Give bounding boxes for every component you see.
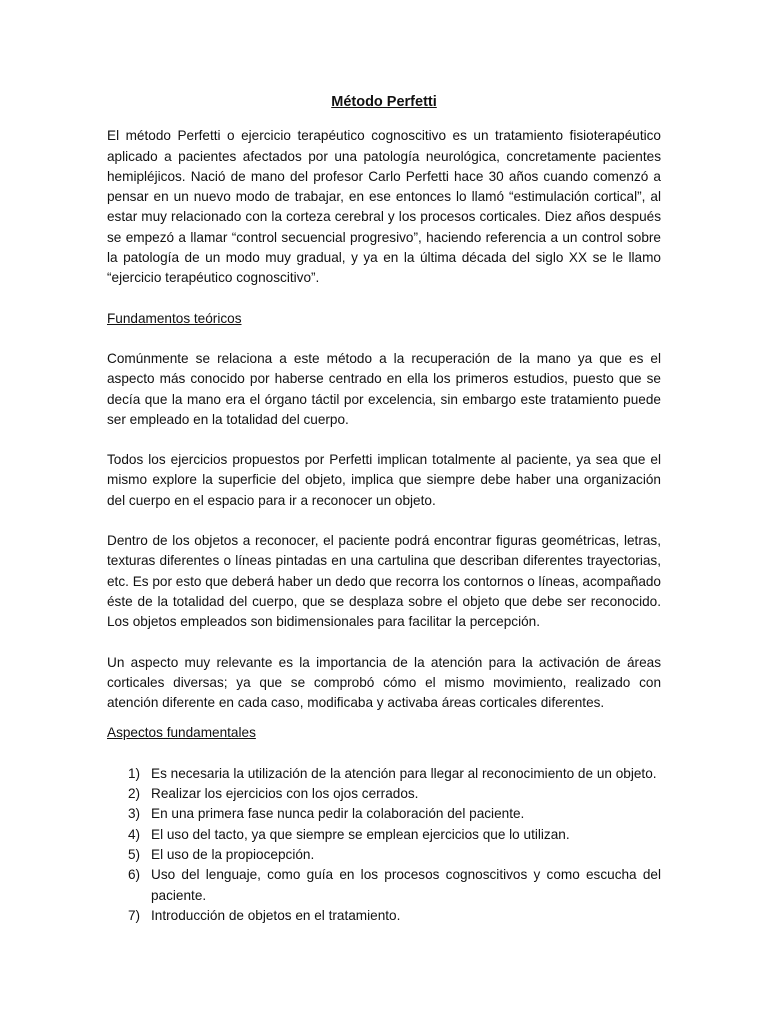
list-item <box>107 784 661 804</box>
list-item <box>107 865 661 906</box>
list-item <box>107 845 661 865</box>
document-page <box>107 92 661 926</box>
aspectos-list <box>107 764 661 926</box>
document-title: Método Perfetti <box>331 94 437 110</box>
paragraph-fundamentos-3: Dentro de los objetos a reconocer, el paciente podrá encontrar figuras geométricas, letras, texturas diferentes o líneas pintadas en una cartulina que describan diferentes trayectorias, etc. Es por esto que deberá haber un dedo que recorra los contornos o líneas, acompañado éste de la totalidad del cuerpo, que se desplaza sobre el objeto que debe ser reconocido. Los objetos empleados son bidimensionales para facilitar la percepción. <box>107 533 661 630</box>
list-item-text: Uso del lenguaje, como guía en los procesos cognoscitivos y como escucha del paciente. <box>151 867 661 903</box>
list-item-text: El uso del tacto, ya que siempre se emplean ejercicios que lo utilizan. <box>151 826 570 842</box>
section-heading-fundamentos: Fundamentos teóricos <box>107 310 242 326</box>
list-item-number: 3) <box>128 806 141 822</box>
list-item <box>107 906 661 926</box>
section-heading-aspectos: Aspectos fundamentales <box>107 725 256 741</box>
list-item-text: Es necesaria la utilización de la atención para llegar al reconocimiento de un objeto. <box>151 765 657 781</box>
list-item <box>107 825 661 845</box>
list-item-number: 7) <box>128 907 141 923</box>
paragraph-fundamentos-2: Todos los ejercicios propuestos por Perfetti implican totalmente al paciente, ya sea que el mismo explore la superficie del objeto, implica que siempre debe haber una organización del cuerpo en el espacio para ir a reconocer un objeto. <box>107 452 661 508</box>
list-item <box>107 804 661 824</box>
list-item-number: 4) <box>128 826 141 842</box>
list-item-number: 1) <box>128 765 141 781</box>
list-item-number: 2) <box>128 786 141 802</box>
list-item-text: El uso de la propiocepción. <box>151 846 315 862</box>
list-item-number: 5) <box>128 846 141 862</box>
intro-paragraph: El método Perfetti o ejercicio terapéutico cognoscitivo es un tratamiento fisioterapéutico aplicado a pacientes afectados por una patología neurológica, concretamente pacientes hemipléjicos. Nació de mano del profesor Carlo Perfetti hace 30 años cuando comenzó a pensar en un nuevo modo de trabajar, en ese entonces lo llamó “estimulación cortical”, al estar muy relacionado con la corteza cerebral y los procesos corticales. Diez años después se empezó a llamar “control secuencial progresivo”, haciendo referencia a un control sobre la patología de un modo muy gradual, y ya en la última década del siglo XX se le llamo “ejercicio terapéutico cognoscitivo”. <box>107 128 661 286</box>
list-item-text: En una primera fase nunca pedir la colaboración del paciente. <box>151 806 525 822</box>
list-item-text: Realizar los ejercicios con los ojos cerrados. <box>151 786 419 802</box>
paragraph-fundamentos-4: Un aspecto muy relevante es la importancia de la atención para la activación de áreas corticales diversas; ya que se comprobó cómo el mismo movimiento, realizado con atención diferente en cada caso, modificaba y activaba áreas corticales diferentes. <box>107 654 661 711</box>
paragraph-fundamentos-1: Comúnmente se relaciona a este método a la recuperación de la mano ya que es el aspecto más conocido por haberse centrado en ella los primeros estudios, puesto que se decía que la mano era el órgano táctil por excelencia, sin embargo este tratamiento puede ser empleado en la totalidad del cuerpo. <box>107 350 661 427</box>
list-item <box>107 764 661 784</box>
list-item-number: 6) <box>128 867 141 883</box>
list-item-text: Introducción de objetos en el tratamiento. <box>151 907 401 923</box>
